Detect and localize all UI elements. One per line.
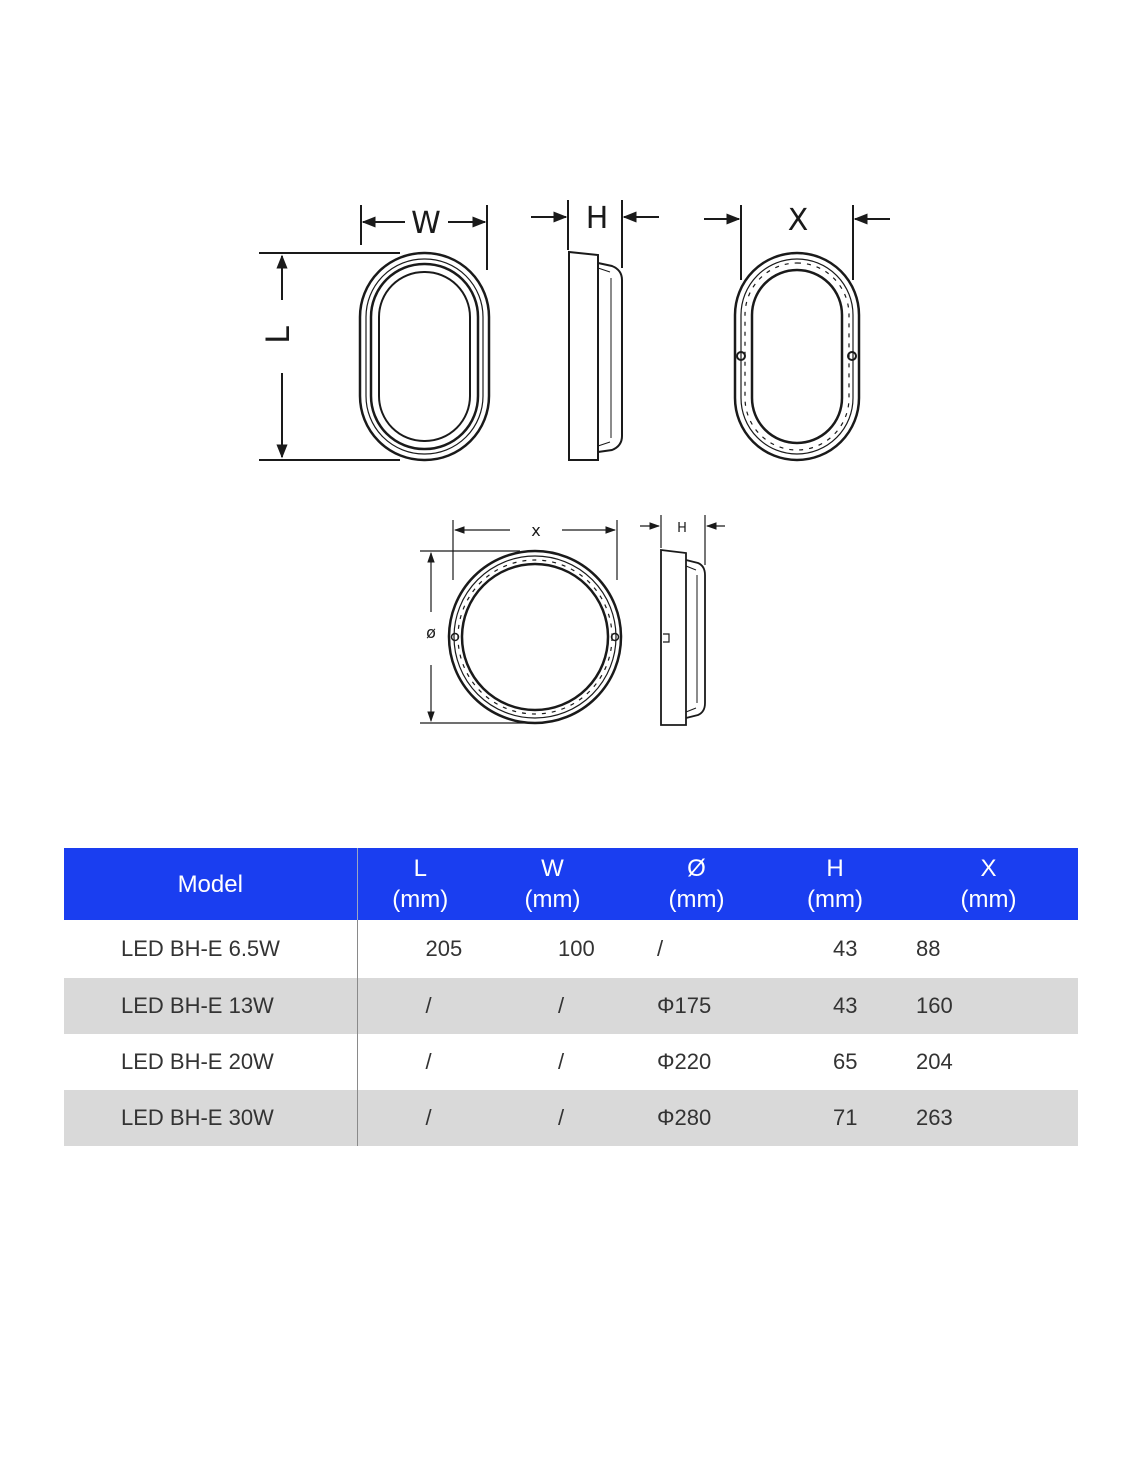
cell-w: /: [483, 1090, 622, 1146]
cell-model: LED BH-E 20W: [64, 1034, 357, 1090]
cell-x: 160: [899, 978, 1078, 1034]
header-w: W (mm): [483, 848, 622, 920]
x-oval-label: X: [787, 203, 809, 238]
cell-h: 65: [833, 1049, 858, 1074]
header-model: Model: [64, 848, 357, 920]
cell-h: 71: [771, 1090, 899, 1146]
table-row: [64, 1034, 1078, 1090]
round-front-view: [449, 551, 621, 723]
h-round-label: H: [677, 521, 687, 536]
cell-x: 263: [899, 1090, 1078, 1146]
cell-l: /: [425, 1049, 432, 1074]
header-l: L (mm): [357, 848, 483, 920]
h-oval-label: H: [585, 201, 609, 236]
oval-front-view: [360, 253, 489, 460]
table-row: [64, 1090, 1078, 1146]
cell-h: 43: [833, 936, 858, 961]
round-side-view: [661, 550, 705, 725]
header-diameter: Ø (mm): [622, 848, 771, 920]
cell-model: LED BH-E 13W: [64, 978, 357, 1034]
cell-diameter: /: [657, 936, 664, 961]
cell-w: 100: [558, 936, 595, 961]
cell-model: LED BH-E 6.5W: [64, 920, 357, 978]
spec-table: [64, 848, 1078, 1146]
x-round-label: x: [531, 521, 541, 540]
cell-l: 205: [425, 936, 463, 961]
cell-x: 88: [916, 936, 941, 961]
w-label: W: [411, 206, 441, 241]
table-row: [64, 920, 1078, 978]
cell-x: 204: [916, 1049, 953, 1074]
cell-diameter: Φ175: [622, 978, 771, 1034]
header-h: H (mm): [771, 848, 899, 920]
cell-l: /: [357, 978, 483, 1034]
table-header-row: [64, 848, 1078, 920]
oval-rear-view: [735, 253, 859, 460]
cell-diameter: Φ280: [622, 1090, 771, 1146]
header-x: X (mm): [899, 848, 1078, 920]
cell-model: LED BH-E 30W: [64, 1090, 357, 1146]
cell-h: 43: [771, 978, 899, 1034]
l-label: L: [259, 326, 297, 344]
cell-w: /: [483, 978, 622, 1034]
oval-side-view: [569, 252, 622, 460]
table-row: [64, 978, 1078, 1034]
cell-l: /: [357, 1090, 483, 1146]
cell-diameter: Φ220: [657, 1049, 712, 1074]
cell-w: /: [558, 1049, 565, 1074]
diameter-label: ø: [426, 623, 436, 642]
